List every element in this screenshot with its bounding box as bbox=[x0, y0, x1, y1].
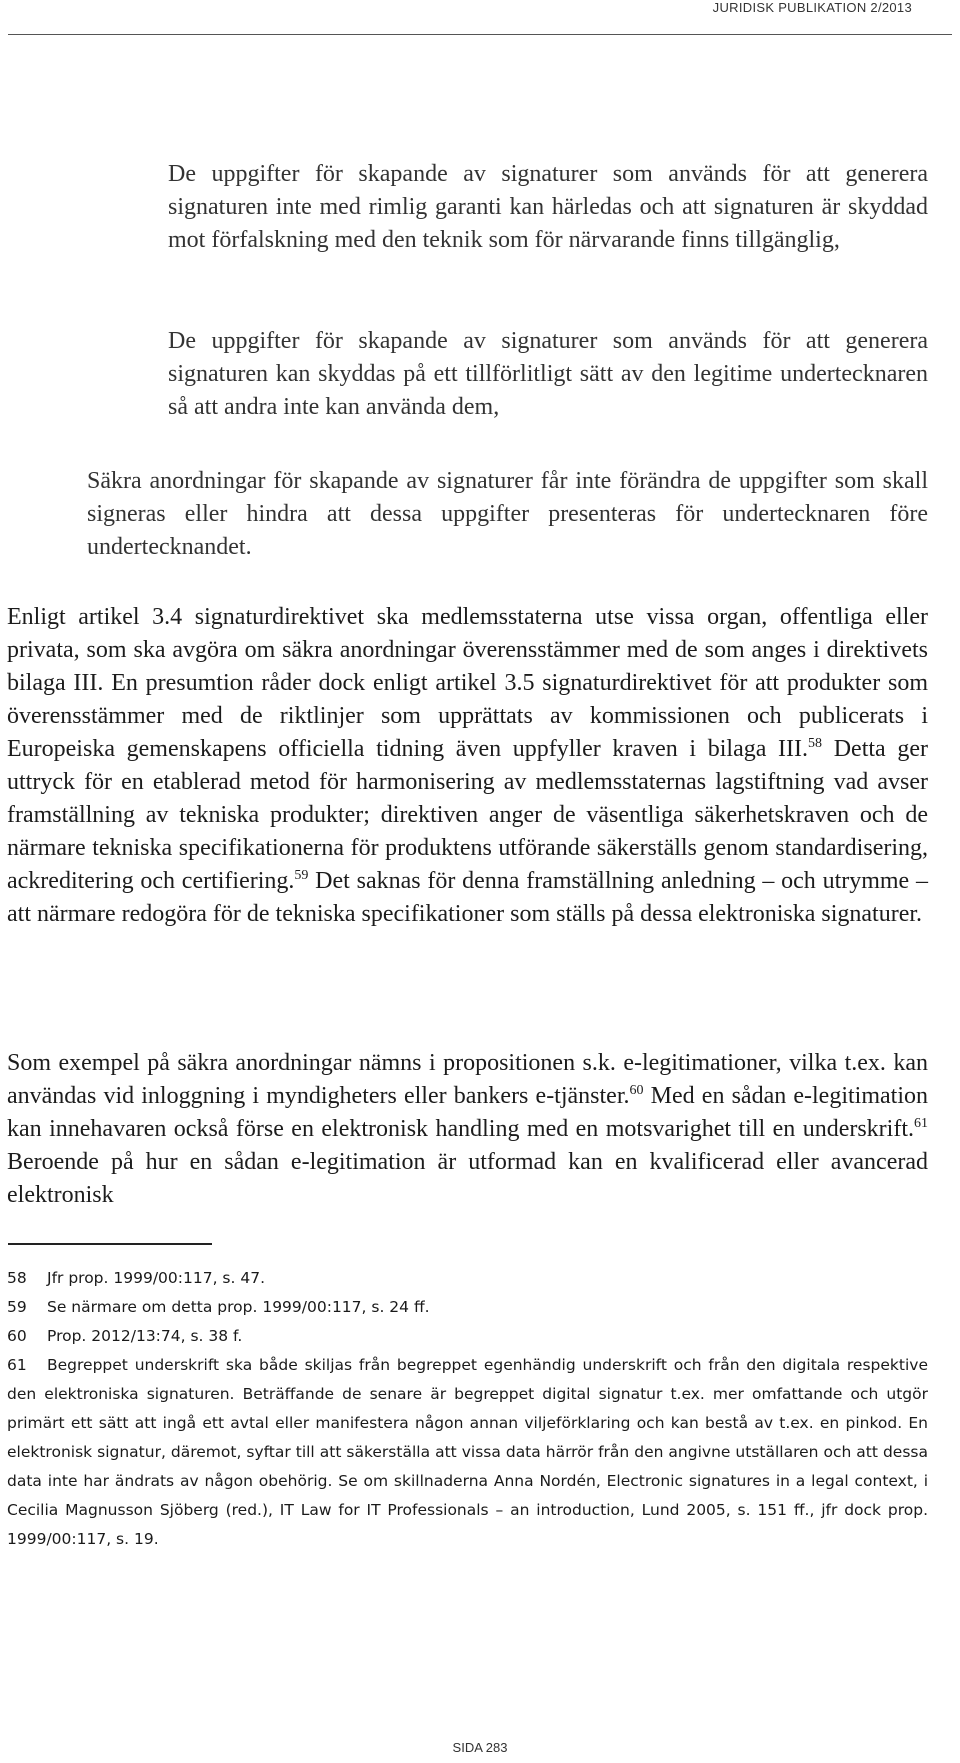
footnote-text: Begreppet underskrift ska både skiljas från begreppet egenhändig underskrift och från den digitala respektive den elektroniska signaturen. Beträffande de senare är begreppet digital signatur t.ex. mer omfattande och utgör primärt ett sätt att ingå ett avtal eller manifestera någon annan viljeförklaring och kan bestå av t.ex. en pinkod. En elektronisk signatur, däremot, syftar till att säkerställa att vissa data härrör från den angivne utställaren och att dessa data inte har ändrats av någon obehörig. Se om skillnaderna Anna Nordén, Electronic signatures in a legal context, i Cecilia Magnusson Sjöberg (red.), IT Law for IT Professionals – an introduction, Lund 2005, s. 151 ff., jfr dock prop. 1999/00:117, s. 19. bbox=[7, 1356, 928, 1548]
footnote-number: 60 bbox=[7, 1327, 27, 1345]
quoted-requirement-1: De uppgifter för skapande av signaturer som används för att generera signaturen inte med rimlig garanti kan härledas och att signaturen är skyddad mot förfalskning med den teknik som för närvarande finns tillgänglig, bbox=[168, 161, 928, 253]
footnote-text: Prop. 2012/13:74, s. 38 f. bbox=[47, 1327, 243, 1345]
footnote-ref-58[interactable]: 58 bbox=[808, 736, 823, 751]
footnote-60 bbox=[7, 1322, 928, 1351]
footnote-ref-60[interactable]: 60 bbox=[629, 1083, 644, 1098]
footnote-ref-61[interactable]: 61 bbox=[914, 1116, 928, 1131]
footnote-59 bbox=[7, 1293, 928, 1322]
footnote-61 bbox=[7, 1351, 928, 1554]
body-paragraph-2 bbox=[7, 1047, 928, 1212]
footnote-number: 59 bbox=[7, 1298, 27, 1316]
quoted-requirement-3: Säkra anordningar för skapande av signaturer får inte förändra de uppgifter som skall signeras eller hindra att dessa uppgifter presenteras för undertecknaren före undertecknandet. bbox=[87, 468, 928, 560]
running-header: JURIDISK PUBLIKATION 2/2013 bbox=[712, 0, 912, 15]
quoted-requirement-2: De uppgifter för skapande av signaturer som används för att generera signaturen kan skyddas på ett tillförlitligt sätt av den legitime undertecknaren så att andra inte kan använda dem, bbox=[168, 328, 928, 420]
footnotes bbox=[7, 1264, 928, 1554]
paragraph-text: Med en sådan e-legitimation kan innehavaren också förse en elektronisk handling med en motsvarighet till en underskrift. bbox=[7, 1083, 928, 1142]
paragraph-text: Detta ger uttryck för en etablerad metod för harmonisering av medlemsstaternas lagstiftning vad avser framställning av tekniska produkter; direktiven anger de väsentliga säkerhetskraven och de närmare tekniska specifikationerna för produktens utförande säkerställs genom standardisering, ackreditering och certifiering. bbox=[7, 736, 928, 894]
footnote-text: Se närmare om detta prop. 1999/00:117, s. 24 ff. bbox=[47, 1298, 430, 1316]
paragraph-text: Enligt artikel 3.4 signaturdirektivet ska medlemsstaterna utse vissa organ, offentliga eller privata, som ska avgöra om säkra anordningar överensstämmer med de som anges i direktivets bilaga III. En presumtion råder dock enligt artikel 3.5 signaturdirektivet för att produkter som överensstämmer med de riktlinjer som upprättats av kommissionen och publicerats i Europeiska gemenskapens officiella tidning även uppfyller kraven i bilaga III. bbox=[7, 604, 928, 762]
footnote-58 bbox=[7, 1264, 928, 1293]
paragraph-text: Det saknas för denna framställning anledning – och utrymme – att närmare redogöra för de tekniska specifikationer som ställs på dessa elektroniska signaturer. bbox=[7, 868, 928, 927]
footnote-text: Jfr prop. 1999/00:117, s. 47. bbox=[47, 1269, 266, 1287]
header-divider bbox=[8, 34, 952, 35]
paragraph-text: Beroende på hur en sådan e-legitimation är utformad kan en kvalificerad eller avancerad elektronisk bbox=[7, 1149, 928, 1208]
footnote-number: 61 bbox=[7, 1356, 27, 1374]
body-paragraph-1 bbox=[7, 601, 928, 931]
footnote-ref-59[interactable]: 59 bbox=[294, 868, 309, 883]
footnote-number: 58 bbox=[7, 1269, 27, 1287]
page-number: SIDA 283 bbox=[452, 1740, 508, 1755]
paragraph-text: Som exempel på säkra anordningar nämns i propositionen s.k. e-legitimationer, vilka t.ex. kan användas vid inloggning i myndigheters eller bankers e-tjänster. bbox=[7, 1050, 928, 1109]
footnote-divider bbox=[8, 1243, 212, 1245]
